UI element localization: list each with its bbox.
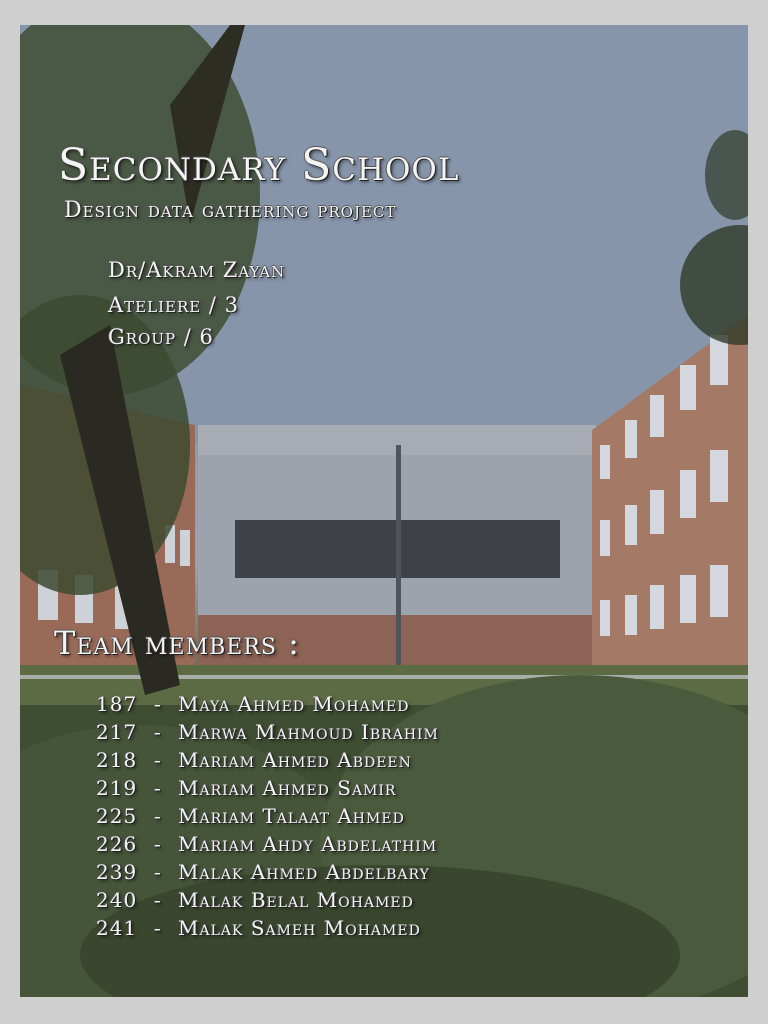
member-id: 226 xyxy=(96,832,138,856)
page-title: Secondary School xyxy=(58,140,460,191)
team-member-row xyxy=(96,916,421,944)
member-name: Mariam Ahmed Abdeen xyxy=(178,748,412,772)
member-separator: - xyxy=(154,776,162,800)
team-member-row xyxy=(96,776,396,804)
member-name: Mariam Ahdy Abdelathim xyxy=(178,832,438,856)
group-label: Group / 6 xyxy=(108,325,214,349)
member-name: Marwa Mahmoud Ibrahim xyxy=(178,720,439,744)
member-name: Malak Sameh Mohamed xyxy=(178,916,421,940)
member-separator: - xyxy=(154,804,162,828)
member-separator: - xyxy=(154,860,162,884)
member-id: 225 xyxy=(96,804,138,828)
member-id: 217 xyxy=(96,720,138,744)
member-separator: - xyxy=(154,720,162,744)
member-name: Mariam Talaat Ahmed xyxy=(178,804,405,828)
member-id: 219 xyxy=(96,776,138,800)
team-member-row xyxy=(96,720,439,748)
member-separator: - xyxy=(154,916,162,940)
member-separator: - xyxy=(154,748,162,772)
supervisor-name: Dr/Akram Zayan xyxy=(108,258,286,282)
team-members-heading: Team members : xyxy=(54,624,300,662)
team-member-row xyxy=(96,832,437,860)
page-subtitle: Design data gathering project xyxy=(64,198,397,223)
member-name: Malak Belal Mohamed xyxy=(178,888,414,912)
member-id: 241 xyxy=(96,916,138,940)
team-member-row xyxy=(96,804,405,832)
member-id: 218 xyxy=(96,748,138,772)
team-member-row xyxy=(96,748,412,776)
atelier-label: Ateliere / 3 xyxy=(108,293,239,317)
member-id: 240 xyxy=(96,888,138,912)
member-id: 239 xyxy=(96,860,138,884)
team-member-row xyxy=(96,860,430,888)
member-name: Malak Ahmed Abdelbary xyxy=(178,860,430,884)
member-id: 187 xyxy=(96,692,138,716)
member-separator: - xyxy=(154,692,162,716)
team-member-row xyxy=(96,888,414,916)
member-name: Maya Ahmed Mohamed xyxy=(178,692,410,716)
member-separator: - xyxy=(154,888,162,912)
member-name: Mariam Ahmed Samir xyxy=(178,776,397,800)
member-separator: - xyxy=(154,832,162,856)
team-member-row xyxy=(96,692,410,720)
